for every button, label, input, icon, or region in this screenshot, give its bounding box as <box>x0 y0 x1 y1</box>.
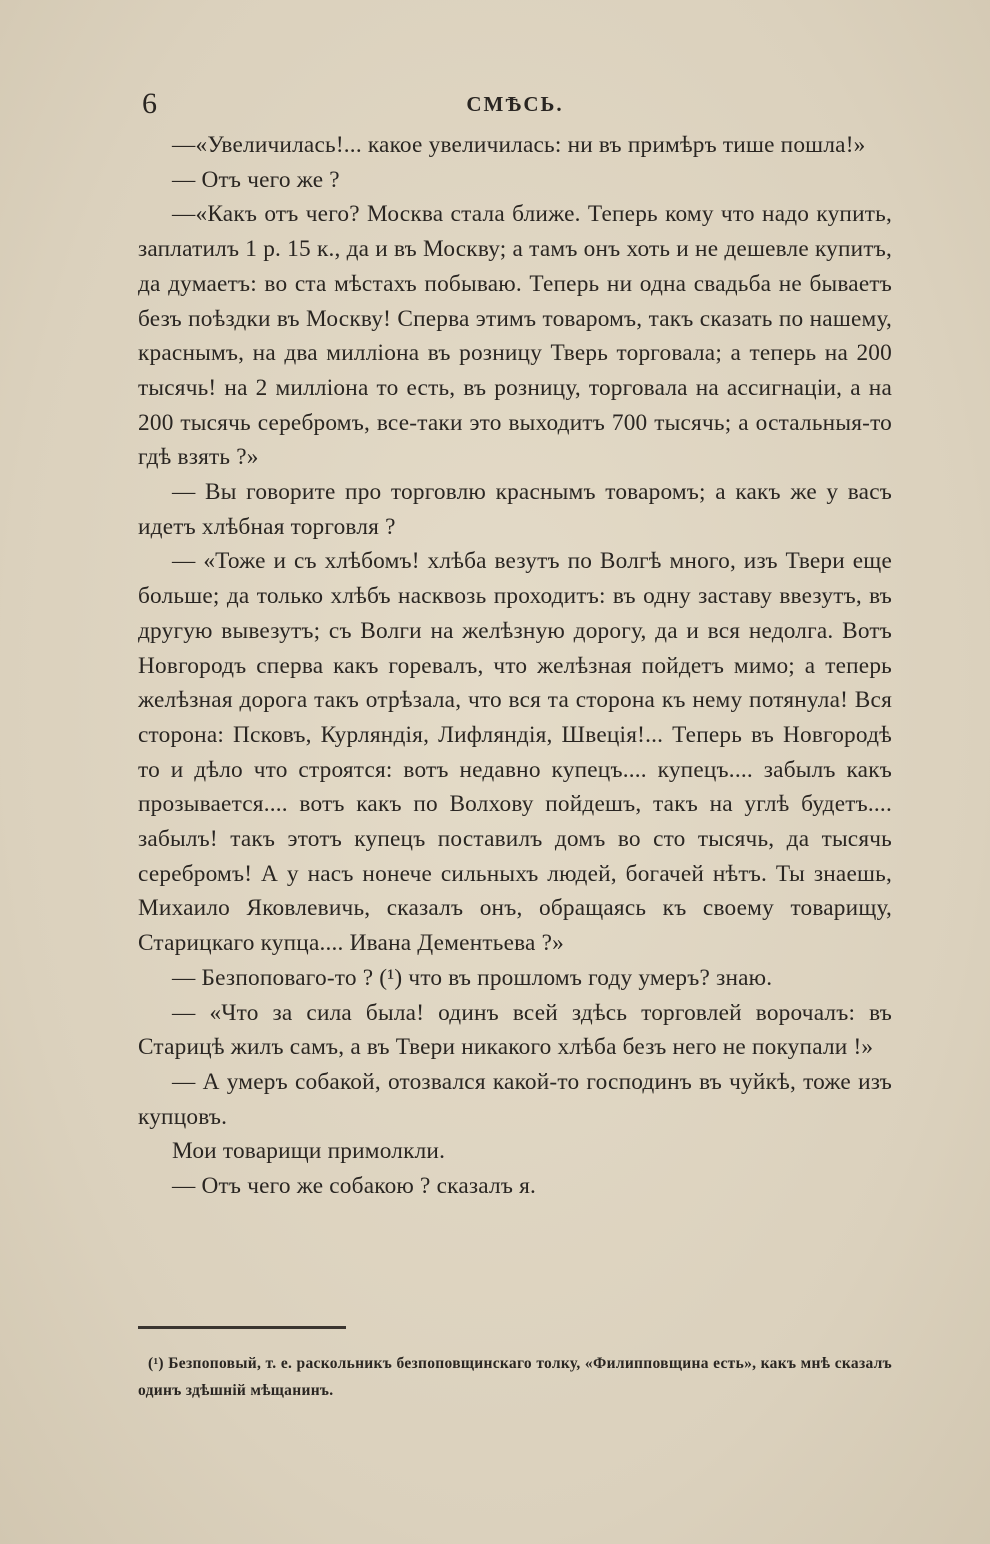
page-number: 6 <box>142 87 157 120</box>
paragraph: — Вы говорите про торговлю краснымъ товаромъ; а какъ же у васъ идетъ хлѣбная торговля ? <box>138 479 892 540</box>
paragraph: — А умеръ собакой, отозвался какой-то господинъ въ чуйкѣ, тоже изъ купцовъ. <box>138 1068 892 1130</box>
footnote-text: (¹) Безпоповый, т. е. раскольникъ безпоповщинскаго толку, «Филипповщина есть», какъ мнѣ сказалъ одинъ здѣшній мѣщанинъ. <box>138 1355 892 1399</box>
paragraph: — «Что за сила была! одинъ всей здѣсь торговлей ворочалъ: въ Старицѣ жилъ самъ, а въ Твери никакого хлѣба безъ него не покупали !» <box>138 999 892 1061</box>
paragraph: —«Увеличилась!... какое увеличилась: ни въ примѣръ тише пошла!» <box>172 132 866 158</box>
page-header <box>140 84 890 124</box>
paragraph: Мои товарищи примолкли. <box>172 1138 446 1165</box>
paragraph: — «Тоже и съ хлѣбомъ! хлѣба везутъ по Волгѣ много, изъ Твери еще больше; да только хлѣбъ насквозь проходитъ: въ одну заставу ввезутъ, въ другую вывезутъ; съ Волги на желѣзную дорогу, да и вся недолга. Вотъ Новгородъ сперва какъ горевалъ, что желѣзная пойдетъ мимо; а теперь желѣзная дорога такъ отрѣзала, что вся та сторона къ нему потянула! Вся сторона: Псковъ, Курляндія, Лифляндія, Швеція!... Теперь въ Новгородѣ то и дѣло что строятся: вотъ недавно купецъ.... купецъ.... забылъ какъ прозывается.... вотъ какъ по Волхову пойдешъ, такъ на углѣ будетъ.... забылъ! такъ этотъ купецъ поставилъ домъ во сто тысячь, да тысячь серебромъ! А у насъ нонече сильныхъ людей, богачей нѣтъ. Ты знаешь, Михаило Яковлевичь, сказалъ онъ, обращаясь къ своему товарищу, Старицкаго купца.... Ивана Дементьева ?» <box>138 548 892 957</box>
paragraph: — Отъ чего же собакою ? сказалъ я. <box>172 1173 537 1200</box>
footnote-divider <box>138 1326 346 1329</box>
main-text <box>138 128 892 1204</box>
paragraph: — Безпоповаго-то ? (¹) что въ прошломъ году умеръ? знаю. <box>172 964 773 991</box>
running-title: СМѢСЬ. <box>466 92 564 116</box>
paragraph: —«Какъ отъ чего? Москва стала ближе. Теперь кому что надо купить, заплатилъ 1 р. 15 к., да и въ Москву; а тамъ онъ хоть и не дешевле купитъ, да думаетъ: во ста мѣстахъ побываю. Теперь ни одна свадьба не бываетъ безъ поѣздки въ Москву! Сперва этимъ товаромъ, такъ сказать по нашему, краснымъ, на два милліона въ розницу Тверь торговала; а теперь на 200 тысячь! на 2 милліона то есть, въ розницу, торговала на ассигнаціи, а на 200 тысячь серебромъ, все-таки это выходитъ 700 тысячь; а остальныя-то гдѣ взять ?» <box>138 201 892 471</box>
paragraph: — Отъ чего же ? <box>172 166 340 193</box>
footnote <box>138 1350 892 1404</box>
